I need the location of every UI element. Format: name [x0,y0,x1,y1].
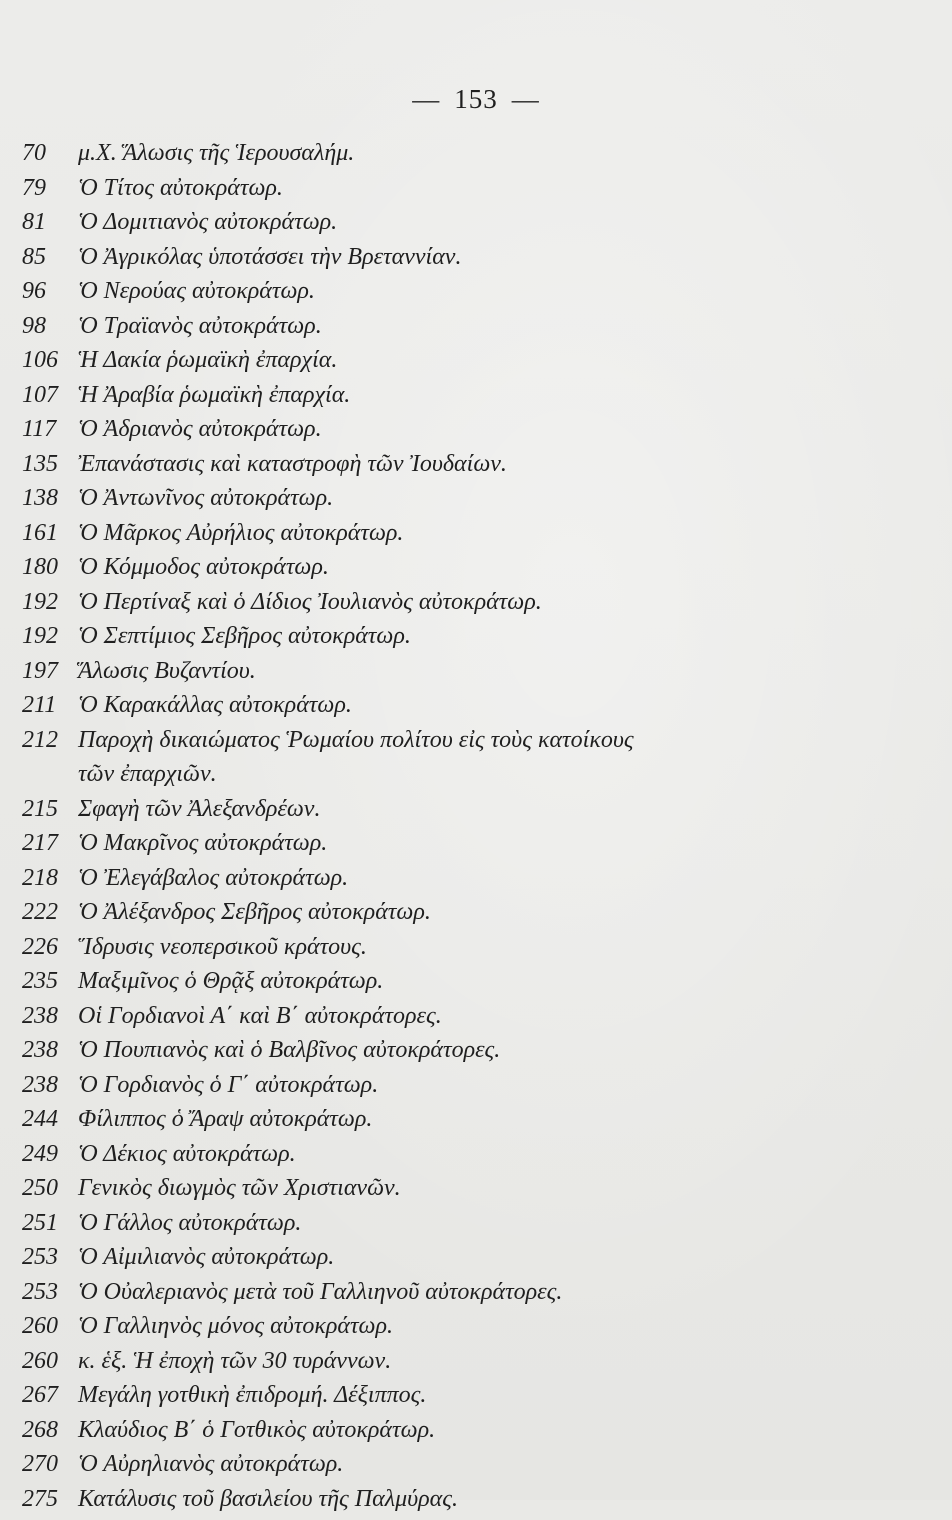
chronology-entry [22,1486,922,1520]
entry-text: Ὁ Δέκιος αὐτοκράτωρ. [78,1141,296,1168]
entry-year: 85 [22,244,78,271]
entry-text: Ὁ Κόμμοδος αὐτοκράτωρ. [78,554,329,581]
chronology-entry [22,830,922,865]
entry-year: 135 [22,451,78,478]
chronology-entry [22,658,922,693]
entry-text: Οἱ Γορδιανοὶ Α΄ καὶ Β΄ αὐτοκράτορες. [78,1003,442,1030]
entry-text: Ἵδρυσις νεοπερσικοῦ κράτους. [78,934,367,961]
chronology-entry [22,1451,922,1486]
chronology-entry [22,899,922,934]
entry-year: 117 [22,416,78,443]
entry-year: 197 [22,658,78,685]
chronology-entry [22,1175,922,1210]
chronology-entry [22,1072,922,1107]
entry-text: Ὁ Τίτος αὐτοκράτωρ. [78,175,283,202]
chronology-entry [22,1382,922,1417]
page-number-dash-right: — [512,84,540,115]
entry-text: Ὁ Τραϊανὸς αὐτοκράτωρ. [78,313,322,340]
entry-year: 192 [22,589,78,616]
entry-text: Μαξιμῖνος ὁ Θρᾷξ αὐτοκράτωρ. [78,968,383,995]
chronology-entry [22,692,922,727]
entry-year: 226 [22,934,78,961]
chronology-entry [22,485,922,520]
entry-text: Ὁ Ἀγρικόλας ὑποτάσσει τὴν Βρεταννίαν. [78,244,461,271]
entry-text: Κατάλυσις τοῦ βασιλείου τῆς Παλμύρας. [78,1486,458,1513]
entry-year: 244 [22,1106,78,1133]
entry-year: 253 [22,1279,78,1306]
chronology-entry [22,761,922,796]
entry-text: Ὁ Ἀλέξανδρος Σεβῆρος αὐτοκράτωρ. [78,899,431,926]
entry-text: Ὁ Γορδιανὸς ὁ Γ΄ αὐτοκράτωρ. [78,1072,378,1099]
entry-text: Ὁ Σεπτίμιος Σεβῆρος αὐτοκράτωρ. [78,623,411,650]
entry-year: 215 [22,796,78,823]
entry-year: 218 [22,865,78,892]
entry-text: Ὁ Μᾶρκος Αὐρήλιος αὐτοκράτωρ. [78,520,403,547]
entry-text: Ὁ Μακρῖνος αὐτοκράτωρ. [78,830,327,857]
entry-year: 222 [22,899,78,926]
entry-text: Φίλιππος ὁ Ἄραψ αὐτοκράτωρ. [78,1106,372,1133]
entry-year: 138 [22,485,78,512]
entry-text: Ὁ Περτίναξ καὶ ὁ Δίδιος Ἰουλιανὸς αὐτοκράτωρ. [78,589,542,616]
chronology-entry [22,934,922,969]
chronology-entry [22,1348,922,1383]
chronology-entry [22,727,922,762]
entry-text: Ἡ Ἀραβία ῥωμαϊκὴ ἐπαρχία. [78,382,350,409]
page-number [0,84,952,115]
entry-text: Ὁ Γάλλος αὐτοκράτωρ. [78,1210,301,1237]
entry-year: 268 [22,1417,78,1444]
entry-year: 217 [22,830,78,857]
chronology-entry [22,1106,922,1141]
page-number-dash-left: — [412,84,440,115]
chronology-entry [22,451,922,486]
entry-text: Ὁ Οὐαλεριανὸς μετὰ τοῦ Γαλλιηνοῦ αὐτοκράτορες. [78,1279,562,1306]
entry-text: Ἡ Δακία ῥωμαϊκὴ ἐπαρχία. [78,347,337,374]
entry-text: τῶν ἐπαρχιῶν. [22,761,217,788]
entry-text: Ὁ Ἀντωνῖνος αὐτοκράτωρ. [78,485,333,512]
chronology-entry [22,140,922,175]
chronology-entry [22,1037,922,1072]
entry-year: 275 [22,1486,78,1513]
chronology-entry [22,175,922,210]
chronology-entry [22,554,922,589]
entry-year: 212 [22,727,78,754]
entry-year: 238 [22,1037,78,1064]
chronology-entry [22,968,922,1003]
entry-year: 249 [22,1141,78,1168]
entry-year: 106 [22,347,78,374]
chronology-entry [22,1003,922,1038]
entry-year: 107 [22,382,78,409]
entry-year: 260 [22,1313,78,1340]
chronology-entry [22,209,922,244]
entry-year: 270 [22,1451,78,1478]
entry-text: Γενικὸς διωγμὸς τῶν Χριστιανῶν. [78,1175,401,1202]
entry-year: 260 [22,1348,78,1375]
chronology-entry [22,865,922,900]
entry-year: 267 [22,1382,78,1409]
chronology-entry [22,313,922,348]
entry-year: 70 [22,140,78,167]
chronology-entry [22,278,922,313]
chronology-entry [22,796,922,831]
entry-text: Σφαγὴ τῶν Ἀλεξανδρέων. [78,796,320,823]
chronology-entry [22,589,922,624]
entry-text: Ὁ Νερούας αὐτοκράτωρ. [78,278,315,305]
entry-text: Ὁ Ἀδριανὸς αὐτοκράτωρ. [78,416,322,443]
chronology-entry [22,1313,922,1348]
chronology-list [22,140,922,1520]
chronology-entry [22,1244,922,1279]
chronology-entry [22,347,922,382]
chronology-entry [22,1417,922,1452]
chronology-entry [22,1210,922,1245]
chronology-entry [22,520,922,555]
chronology-entry [22,1279,922,1314]
entry-year: 81 [22,209,78,236]
entry-text: μ.Χ. Ἅλωσις τῆς Ἱερουσαλήμ. [78,140,354,167]
entry-year: 98 [22,313,78,340]
entry-year: 211 [22,692,78,719]
entry-year: 96 [22,278,78,305]
chronology-entry [22,244,922,279]
chronology-entry [22,382,922,417]
entry-text: Παροχὴ δικαιώματος Ῥωμαίου πολίτου εἰς τοὺς κατοίκους [78,727,634,754]
entry-text: Ὁ Πουπιανὸς καὶ ὁ Βαλβῖνος αὐτοκράτορες. [78,1037,500,1064]
entry-year: 250 [22,1175,78,1202]
chronology-entry [22,1141,922,1176]
entry-text: Ἅλωσις Βυζαντίου. [78,658,256,685]
entry-text: Ὁ Αἰμιλιανὸς αὐτοκράτωρ. [78,1244,334,1271]
entry-year: 161 [22,520,78,547]
page-number-value: 153 [454,84,498,114]
entry-year: 235 [22,968,78,995]
entry-year: 251 [22,1210,78,1237]
chronology-entry [22,416,922,451]
entry-year: 79 [22,175,78,202]
entry-year: 238 [22,1072,78,1099]
entry-year: 238 [22,1003,78,1030]
entry-text: Μεγάλη γοτθικὴ ἐπιδρομή. Δέξιππος. [78,1382,426,1409]
entry-text: κ. ἑξ. Ἡ ἐποχὴ τῶν 30 τυράννων. [78,1348,391,1375]
entry-text: Ὁ Γαλλιηνὸς μόνος αὐτοκράτωρ. [78,1313,393,1340]
entry-text: Ὁ Ἐλεγάβαλος αὐτοκράτωρ. [78,865,348,892]
entry-text: Κλαύδιος Β΄ ὁ Γοτθικὸς αὐτοκράτωρ. [78,1417,435,1444]
entry-text: Ὁ Δομιτιανὸς αὐτοκράτωρ. [78,209,337,236]
entry-year: 180 [22,554,78,581]
entry-text: Ἐπανάστασις καὶ καταστροφὴ τῶν Ἰουδαίων. [78,451,507,478]
entry-text: Ὁ Αὐρηλιανὸς αὐτοκράτωρ. [78,1451,343,1478]
entry-text: Ὁ Καρακάλλας αὐτοκράτωρ. [78,692,352,719]
entry-year: 253 [22,1244,78,1271]
entry-year: 192 [22,623,78,650]
chronology-entry [22,623,922,658]
